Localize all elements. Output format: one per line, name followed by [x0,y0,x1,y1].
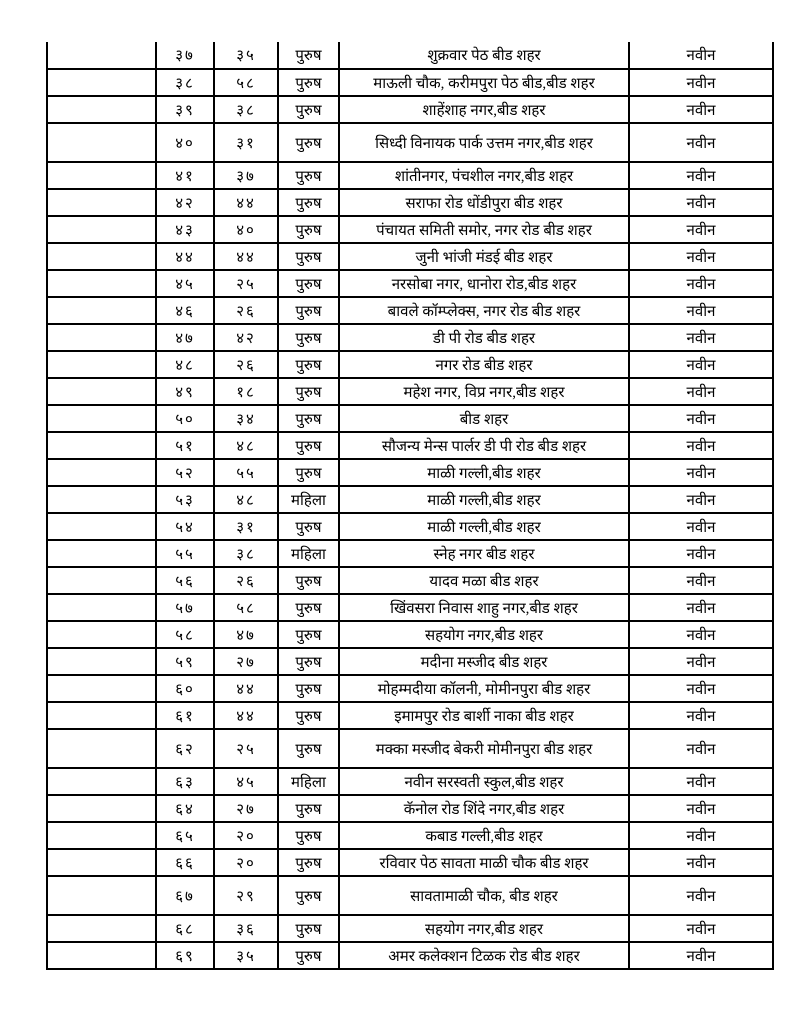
status-cell: नवीन [629,768,773,795]
table-row [47,432,773,459]
gender-cell: पुरुष [278,876,339,915]
address-cell: शुक्रवार पेठ बीड शहर [339,42,629,69]
serial-cell: ३७ [156,42,214,69]
status-cell: नवीन [629,795,773,822]
table-row [47,795,773,822]
table-row [47,405,773,432]
blank-cell [47,942,156,969]
table-row [47,729,773,768]
gender-cell: पुरुष [278,432,339,459]
blank-cell [47,69,156,96]
status-cell: नवीन [629,594,773,621]
age-cell: २७ [214,648,278,675]
blank-cell [47,768,156,795]
serial-cell: ५१ [156,432,214,459]
table-row [47,324,773,351]
serial-cell: ६० [156,675,214,702]
blank-cell [47,567,156,594]
table-row [47,216,773,243]
gender-cell: पुरुष [278,513,339,540]
address-cell: नवीन सरस्वती स्कुल,बीड शहर [339,768,629,795]
serial-cell: ५३ [156,486,214,513]
serial-cell: ४८ [156,351,214,378]
gender-cell: पुरुष [278,351,339,378]
age-cell: २६ [214,351,278,378]
status-cell: नवीन [629,729,773,768]
serial-cell: ४० [156,123,214,162]
serial-cell: ६१ [156,702,214,729]
status-cell: नवीन [629,216,773,243]
age-cell: ४४ [214,702,278,729]
serial-cell: ६८ [156,915,214,942]
address-cell: बावले कॉम्प्लेक्स, नगर रोड बीड शहर [339,297,629,324]
gender-cell: पुरुष [278,378,339,405]
age-cell: ४४ [214,189,278,216]
address-cell: यादव मळा बीड शहर [339,567,629,594]
age-cell: ३८ [214,96,278,123]
blank-cell [47,876,156,915]
age-cell: २९ [214,876,278,915]
table-row [47,876,773,915]
blank-cell [47,822,156,849]
blank-cell [47,486,156,513]
status-cell: नवीन [629,42,773,69]
serial-cell: ४४ [156,243,214,270]
table-row [47,486,773,513]
address-cell: महेश नगर, विप्र नगर,बीड शहर [339,378,629,405]
status-cell: नवीन [629,876,773,915]
table-row [47,849,773,876]
age-cell: २५ [214,729,278,768]
age-cell: १८ [214,378,278,405]
age-cell: ५५ [214,459,278,486]
age-cell: ४५ [214,768,278,795]
table-row [47,594,773,621]
gender-cell: पुरुष [278,270,339,297]
serial-cell: ६२ [156,729,214,768]
age-cell: ३८ [214,540,278,567]
address-cell: शाहेंशाह नगर,बीड शहर [339,96,629,123]
address-cell: सिध्दी विनायक पार्क उत्तम नगर,बीड शहर [339,123,629,162]
serial-cell: ५७ [156,594,214,621]
serial-cell: ५० [156,405,214,432]
address-cell: डी पी रोड बीड शहर [339,324,629,351]
status-cell: नवीन [629,648,773,675]
gender-cell: पुरुष [278,243,339,270]
status-cell: नवीन [629,123,773,162]
blank-cell [47,594,156,621]
gender-cell: पुरुष [278,324,339,351]
age-cell: २० [214,822,278,849]
gender-cell: महिला [278,540,339,567]
gender-cell: पुरुष [278,162,339,189]
age-cell: ५८ [214,69,278,96]
status-cell: नवीन [629,915,773,942]
status-cell: नवीन [629,243,773,270]
address-cell: माळी गल्ली,बीड शहर [339,513,629,540]
serial-cell: ३९ [156,96,214,123]
age-cell: २५ [214,270,278,297]
address-cell: रविवार पेठ सावता माळी चौक बीड शहर [339,849,629,876]
serial-cell: ४३ [156,216,214,243]
table-body [47,42,773,969]
serial-cell: ६४ [156,795,214,822]
serial-cell: ५९ [156,648,214,675]
status-cell: नवीन [629,297,773,324]
serial-cell: ४५ [156,270,214,297]
blank-cell [47,351,156,378]
gender-cell: पुरुष [278,459,339,486]
status-cell: नवीन [629,942,773,969]
table-row [47,648,773,675]
serial-cell: ४९ [156,378,214,405]
table-row [47,540,773,567]
gender-cell: पुरुष [278,567,339,594]
serial-cell: ३८ [156,69,214,96]
address-cell: स्नेह नगर बीड शहर [339,540,629,567]
status-cell: नवीन [629,621,773,648]
address-cell: इमामपुर रोड बार्शी नाका बीड शहर [339,702,629,729]
age-cell: ४४ [214,675,278,702]
address-cell: मक्का मस्जीद बेकरी मोमीनपुरा बीड शहर [339,729,629,768]
table-row [47,297,773,324]
serial-cell: ६६ [156,849,214,876]
address-cell: सौजन्य मेन्स पार्लर डी पी रोड बीड शहर [339,432,629,459]
blank-cell [47,432,156,459]
age-cell: ३५ [214,942,278,969]
age-cell: ४७ [214,621,278,648]
blank-cell [47,270,156,297]
serial-cell: ६७ [156,876,214,915]
age-cell: ३७ [214,162,278,189]
age-cell: ४० [214,216,278,243]
blank-cell [47,648,156,675]
blank-cell [47,42,156,69]
address-cell: अमर कलेक्शन टिळक रोड बीड शहर [339,942,629,969]
serial-cell: ५६ [156,567,214,594]
age-cell: २६ [214,567,278,594]
table-row [47,567,773,594]
blank-cell [47,849,156,876]
status-cell: नवीन [629,675,773,702]
gender-cell: पुरुष [278,189,339,216]
serial-cell: ५२ [156,459,214,486]
age-cell: २६ [214,297,278,324]
status-cell: नवीन [629,324,773,351]
age-cell: ३१ [214,513,278,540]
serial-cell: ४२ [156,189,214,216]
status-cell: नवीन [629,351,773,378]
gender-cell: पुरुष [278,915,339,942]
gender-cell: पुरुष [278,405,339,432]
gender-cell: पुरुष [278,216,339,243]
address-cell: सहयोग नगर,बीड शहर [339,621,629,648]
blank-cell [47,189,156,216]
address-cell: नगर रोड बीड शहर [339,351,629,378]
serial-cell: ४१ [156,162,214,189]
gender-cell: पुरुष [278,42,339,69]
age-cell: ४२ [214,324,278,351]
blank-cell [47,915,156,942]
table-row [47,378,773,405]
blank-cell [47,795,156,822]
gender-cell: पुरुष [278,648,339,675]
status-cell: नवीन [629,189,773,216]
blank-cell [47,216,156,243]
age-cell: ३४ [214,405,278,432]
address-cell: खिंवसरा निवास शाहु नगर,बीड शहर [339,594,629,621]
gender-cell: पुरुष [278,594,339,621]
age-cell: ४८ [214,432,278,459]
table-row [47,942,773,969]
blank-cell [47,96,156,123]
table-row [47,270,773,297]
serial-cell: ६३ [156,768,214,795]
gender-cell: पुरुष [278,942,339,969]
table-row [47,513,773,540]
serial-cell: ४७ [156,324,214,351]
gender-cell: महिला [278,486,339,513]
gender-cell: पुरुष [278,297,339,324]
table-row [47,459,773,486]
address-cell: बीड शहर [339,405,629,432]
table-row [47,243,773,270]
gender-cell: पुरुष [278,795,339,822]
gender-cell: पुरुष [278,621,339,648]
gender-cell: पुरुष [278,729,339,768]
gender-cell: पुरुष [278,702,339,729]
blank-cell [47,702,156,729]
status-cell: नवीन [629,96,773,123]
blank-cell [47,405,156,432]
table-row [47,915,773,942]
blank-cell [47,162,156,189]
table-row [47,42,773,69]
gender-cell: पुरुष [278,69,339,96]
blank-cell [47,123,156,162]
address-cell: जुनी भांजी मंडई बीड शहर [339,243,629,270]
table-row [47,69,773,96]
address-cell: माळी गल्ली,बीड शहर [339,486,629,513]
blank-cell [47,540,156,567]
serial-cell: ४६ [156,297,214,324]
age-cell: ३१ [214,123,278,162]
age-cell: ३६ [214,915,278,942]
address-cell: माळी गल्ली,बीड शहर [339,459,629,486]
gender-cell: पुरुष [278,849,339,876]
blank-cell [47,297,156,324]
table-row [47,702,773,729]
blank-cell [47,324,156,351]
status-cell: नवीन [629,567,773,594]
address-cell: पंचायत समिती समोर, नगर रोड बीड शहर [339,216,629,243]
gender-cell: पुरुष [278,123,339,162]
address-cell: मोहम्मदीया कॉलनी, मोमीनपुरा बीड शहर [339,675,629,702]
serial-cell: ६९ [156,942,214,969]
table-row [47,189,773,216]
status-cell: नवीन [629,486,773,513]
age-cell: ३५ [214,42,278,69]
gender-cell: महिला [278,768,339,795]
status-cell: नवीन [629,540,773,567]
blank-cell [47,243,156,270]
age-cell: ४८ [214,486,278,513]
age-cell: ४४ [214,243,278,270]
age-cell: २० [214,849,278,876]
serial-cell: ६५ [156,822,214,849]
table-row [47,162,773,189]
status-cell: नवीन [629,459,773,486]
table-row [47,123,773,162]
status-cell: नवीन [629,378,773,405]
table-row [47,621,773,648]
serial-cell: ५४ [156,513,214,540]
status-cell: नवीन [629,849,773,876]
status-cell: नवीन [629,513,773,540]
age-cell: २७ [214,795,278,822]
voter-list-table [46,42,774,970]
gender-cell: पुरुष [278,822,339,849]
address-cell: माऊली चौक, करीमपुरा पेठ बीड,बीड शहर [339,69,629,96]
age-cell: ५८ [214,594,278,621]
blank-cell [47,675,156,702]
status-cell: नवीन [629,162,773,189]
status-cell: नवीन [629,822,773,849]
table-row [47,96,773,123]
blank-cell [47,459,156,486]
status-cell: नवीन [629,702,773,729]
blank-cell [47,378,156,405]
address-cell: नरसोबा नगर, धानोरा रोड,बीड शहर [339,270,629,297]
address-cell: कबाड गल्ली,बीड शहर [339,822,629,849]
table-row [47,675,773,702]
address-cell: शांतीनगर, पंचशील नगर,बीड शहर [339,162,629,189]
blank-cell [47,621,156,648]
status-cell: नवीन [629,69,773,96]
address-cell: सावतामाळी चौक, बीड शहर [339,876,629,915]
gender-cell: पुरुष [278,675,339,702]
address-cell: सहयोग नगर,बीड शहर [339,915,629,942]
blank-cell [47,729,156,768]
blank-cell [47,513,156,540]
address-cell: सराफा रोड धोंडीपुरा बीड शहर [339,189,629,216]
status-cell: नवीन [629,432,773,459]
status-cell: नवीन [629,405,773,432]
table-row [47,822,773,849]
serial-cell: ५८ [156,621,214,648]
address-cell: मदीना मस्जीद बीड शहर [339,648,629,675]
serial-cell: ५५ [156,540,214,567]
status-cell: नवीन [629,270,773,297]
gender-cell: पुरुष [278,96,339,123]
address-cell: कॅनोल रोड शिंदे नगर,बीड शहर [339,795,629,822]
table-row [47,351,773,378]
table-row [47,768,773,795]
